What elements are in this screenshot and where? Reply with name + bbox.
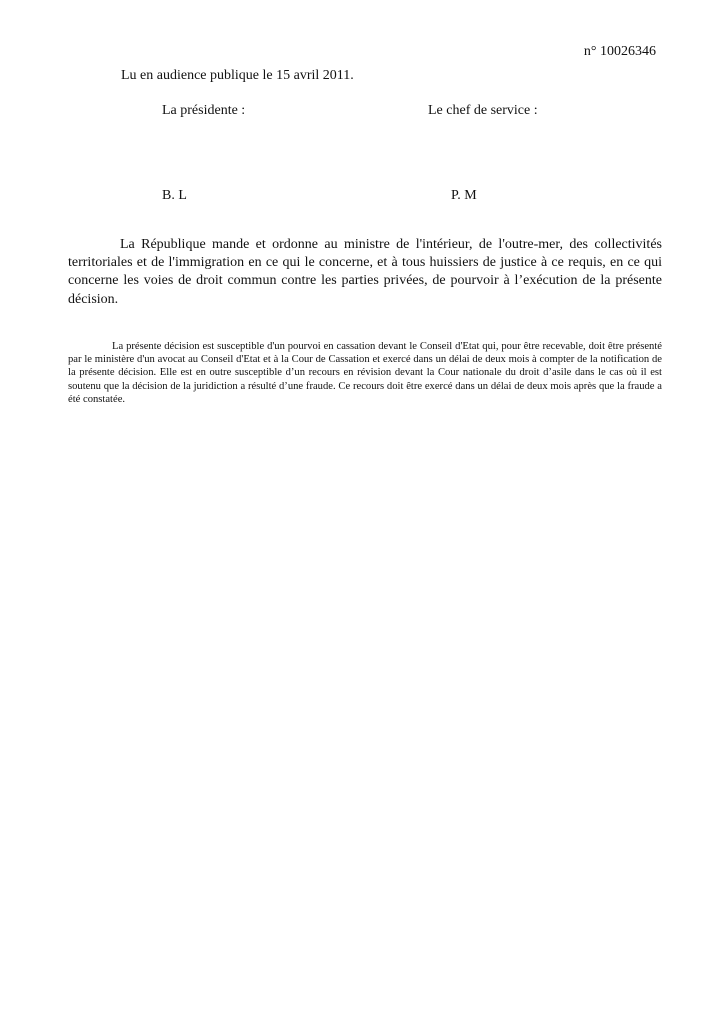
appeal-notice-paragraph: La présente décision est susceptible d'un pourvoi en cassation devant le Conseil d'Etat qui, pour être recevable, doit être présenté par le ministère d'un avocat au Conseil d'Etat et à la Cour de Cassation et exercé dans un délai de deux mois à compter de la notification de la présente décision. Elle est en outre susceptible d’un recours en révision devant la Cour nationale du droit d’asile dans le cas où il est soutenu que la décision de la juridiction a résulté d’une fraude. Ce recours doit être exercé dans un délai de deux mois après que la fraude a été constatée. <box>68 341 662 405</box>
chief-of-service-name: P. M <box>451 188 477 203</box>
chief-of-service-signature-label: Le chef de service : <box>428 103 538 118</box>
enforcement-mandate-paragraph: La République mande et ordonne au ministre de l'intérieur, de l'outre-mer, des collectivités territoriales et de l'immigration en ce qui le concerne, et à tous huissiers de justice à ce requis, en ce qui concerne les voies de droit commun contre les parties privées, de pourvoir à l’exécution de la présente décision. <box>68 237 662 307</box>
president-signature-label: La présidente : <box>162 103 246 118</box>
public-hearing-reading: Lu en audience publique le 15 avril 2011. <box>121 68 354 83</box>
president-name: B. L <box>162 188 187 203</box>
case-number: n° 10026346 <box>583 44 656 59</box>
